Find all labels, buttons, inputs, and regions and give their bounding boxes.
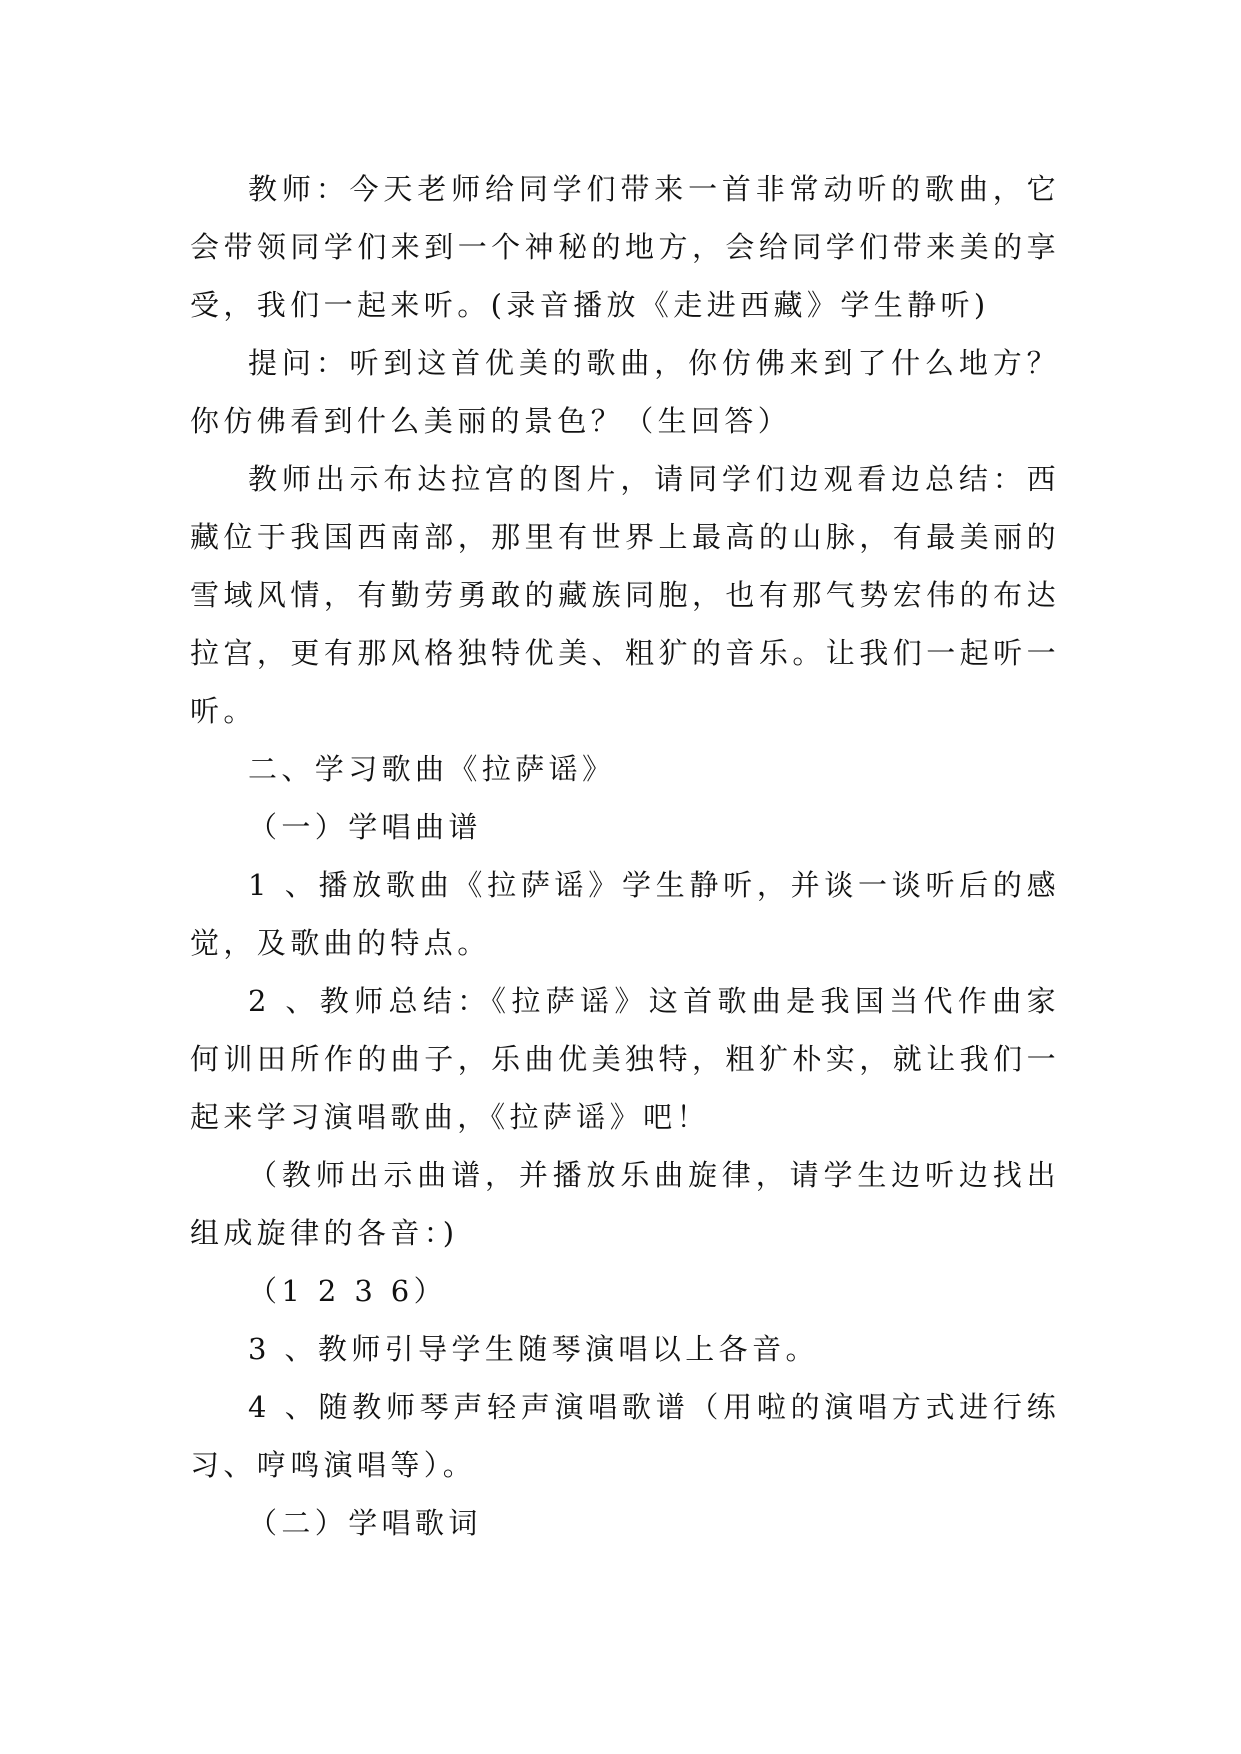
paragraph-potala-palace: 教师出示布达拉宫的图片，请同学们边观看边总结：西藏位于我国西南部，那里有世界上最高的山脉，有最美丽的雪域风情，有勤劳勇敢的藏族同胞，也有那气势宏伟的布达拉宫，更有那风格独特优美、粗犷的音乐。让我们一起听一听。 [190,462,1060,728]
section-heading-learn-song: 二、学习歌曲《拉萨谣》 [248,752,616,786]
list-item-1: 1 、播放歌曲《拉萨谣》学生静听，并谈一谈听后的感觉，及歌曲的特点。 [190,868,1060,960]
list-item-2: 2 、教师总结：《拉萨谣》这首歌曲是我国当代作曲家何训田所作的曲子，乐曲优美独特，粗犷朴实，就让我们一起来学习演唱歌曲，《拉萨谣》吧！ [190,984,1060,1134]
paragraph-teacher-intro: 教师：今天老师给同学们带来一首非常动听的歌曲，它会带领同学们来到一个神秘的地方，会给同学们带来美的享受，我们一起来听。(录音播放《走进西藏》学生静听) [190,172,1060,322]
subsection-heading-score: （一）学唱曲谱 [248,810,482,844]
document-body [190,160,1060,1552]
paragraph-notes: （1 2 3 6） [248,1274,448,1308]
list-item-3: 3 、教师引导学生随琴演唱以上各音。 [248,1332,819,1366]
subsection-heading-lyrics: （二）学唱歌词 [248,1506,482,1540]
paragraph-score-instruction: （教师出示曲谱，并播放乐曲旋律，请学生边听边找出组成旋律的各音：) [190,1158,1060,1250]
paragraph-question: 提问：听到这首优美的歌曲，你仿佛来到了什么地方？你仿佛看到什么美丽的景色？（生回答） [190,346,1060,438]
list-item-4: 4 、随教师琴声轻声演唱歌谱（用啦的演唱方式进行练习、哼鸣演唱等）。 [190,1390,1060,1482]
